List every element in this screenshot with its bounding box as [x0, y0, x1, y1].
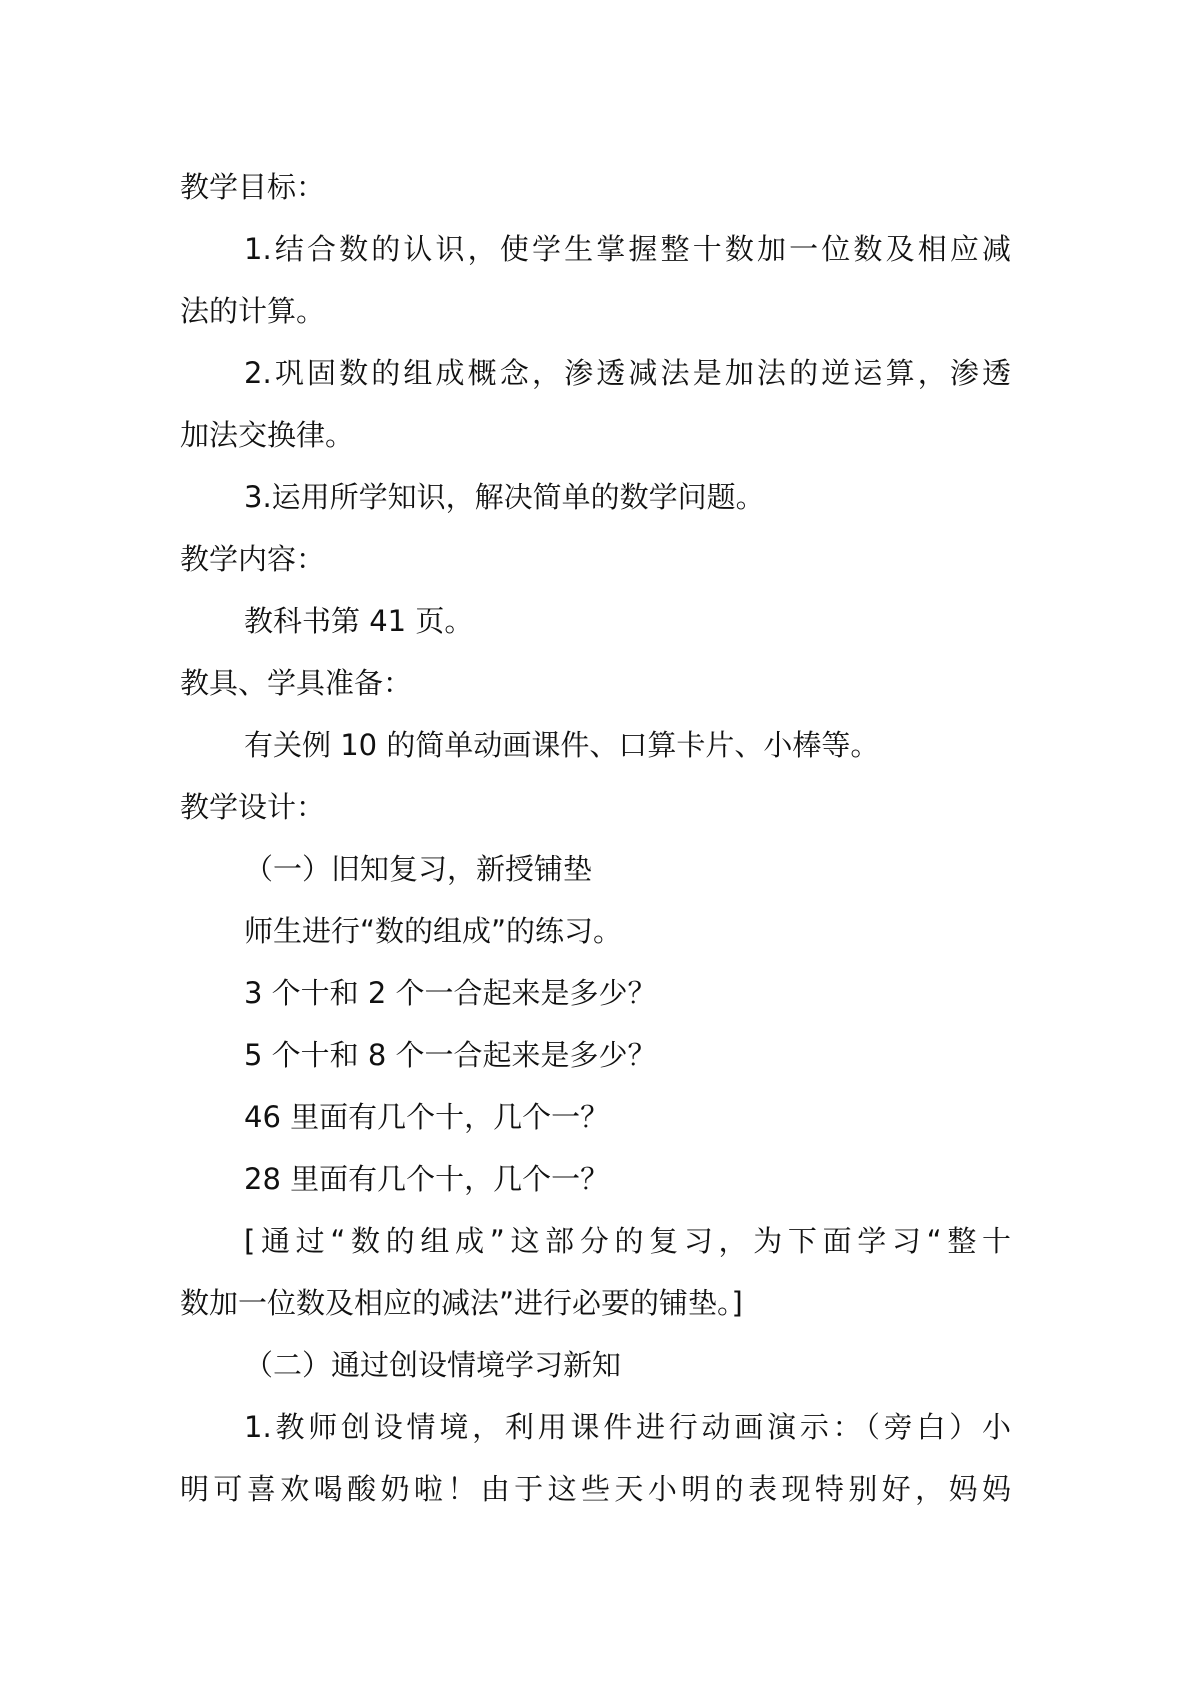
note-line-2: 数加一位数及相应的减法”进行必要的铺垫。] — [180, 1286, 743, 1320]
goal-1-line-2: 法的计算。 — [180, 294, 326, 328]
goal-2-line-2: 加法交换律。 — [180, 418, 355, 452]
heading-teaching-design: 教学设计： — [180, 790, 326, 824]
note-line-1: [通过“数的组成”这部分的复习，为下面学习“整十 — [244, 1224, 1011, 1258]
goal-1-line-1: 1.结合数的认识，使学生掌握整十数加一位数及相应减 — [244, 232, 1011, 266]
materials-list: 有关例 10 的简单动画课件、口算卡片、小棒等。 — [244, 728, 880, 762]
question-2: 5 个十和 8 个一合起来是多少？ — [244, 1038, 657, 1072]
step-1-line-2: 明可喜欢喝酸奶啦！由于这些天小明的表现特别好，妈妈 — [180, 1472, 1011, 1506]
goal-3: 3.运用所学知识，解决简单的数学问题。 — [244, 480, 765, 514]
question-1: 3 个十和 2 个一合起来是多少？ — [244, 976, 657, 1010]
goal-2-line-1: 2.巩固数的组成概念，渗透减法是加法的逆运算，渗透 — [244, 356, 1011, 390]
question-3: 46 里面有几个十，几个一？ — [244, 1100, 610, 1134]
heading-teaching-content: 教学内容： — [180, 542, 326, 576]
section-1-title: （一）旧知复习，新授铺垫 — [244, 852, 593, 886]
heading-materials: 教具、学具准备： — [180, 666, 413, 700]
question-4: 28 里面有几个十，几个一？ — [244, 1162, 610, 1196]
content-textbook-page: 教科书第 41 页。 — [244, 604, 474, 638]
heading-teaching-goals: 教学目标： — [180, 170, 326, 204]
step-1-line-1: 1.教师创设情境，利用课件进行动画演示：（旁白）小 — [244, 1410, 1011, 1444]
section-2-title: （二）通过创设情境学习新知 — [244, 1348, 622, 1382]
section-1-intro: 师生进行“数的组成”的练习。 — [244, 914, 623, 948]
